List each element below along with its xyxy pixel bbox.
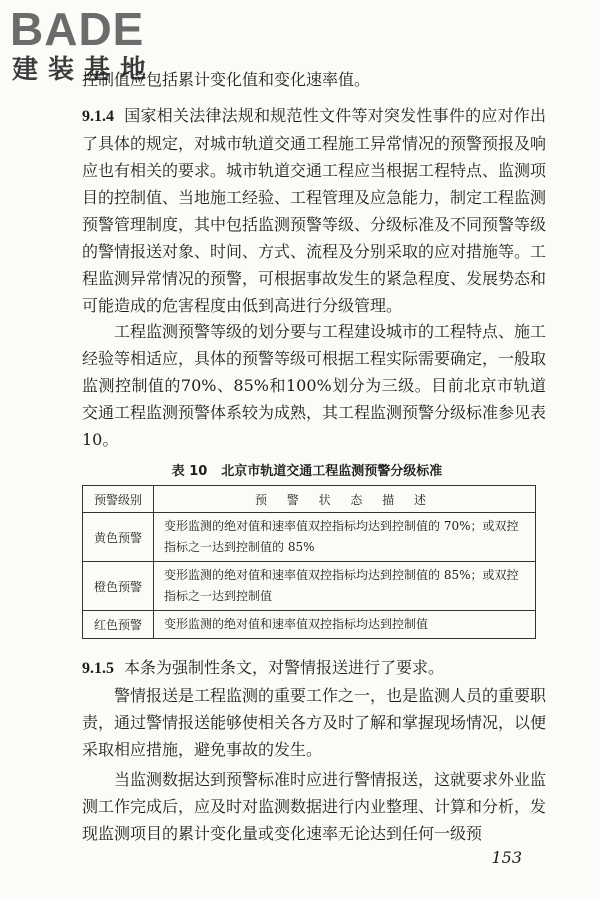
desc-orange: 变形监测的绝对值和速率值双控指标均达到控制值的 85%；或双控指标之一达到控制值: [154, 562, 536, 611]
page-number: 153: [491, 848, 522, 867]
logo-brand: BADE: [10, 3, 145, 55]
section-9-1-5-text-1: 本条为强制性条文，对警情报送进行了要求。: [124, 658, 445, 677]
section-9-1-5-paragraph-3: 当监测数据达到预警标准时应进行警情报送，这就要求外业监测工作完成后，应及时对监测数据进行内业整理、计算和分析，发现监测项目的累计变化量或变化速率无论达到任何一级预: [82, 770, 547, 843]
table-header-row: [83, 486, 536, 513]
table-label: 表 10: [171, 464, 208, 479]
section-number-9-1-5: 9.1.5: [82, 660, 114, 677]
table-caption: [82, 460, 546, 479]
table-row: [83, 513, 536, 562]
header-level: 预警级别: [83, 486, 154, 513]
warning-level-table: [82, 485, 536, 639]
section-9-1-4-paragraph-1: [82, 102, 546, 319]
level-red: 红色预警: [83, 611, 154, 639]
section-9-1-4-paragraph-2: 工程监测预警等级的划分要与工程建设城市的工程特点、施工经验等相适应，具体的预警等级可根据工程实际需要确定，一般取监测控制值的70%、85%和100%划分为三级。目前北京市轨道交通工程监测预警体系较为成熟，其工程监测预警分级标准参见表10。: [82, 322, 547, 449]
table-row: [83, 562, 536, 611]
desc-yellow: 变形监测的绝对值和速率值双控指标均达到控制值的 70%；或双控指标之一达到控制值的 85%: [154, 513, 536, 562]
section-9-1-5-paragraph-1: [82, 654, 546, 682]
section-number-9-1-4: 9.1.4: [82, 108, 114, 125]
level-orange: 橙色预警: [83, 562, 154, 611]
section-9-1-5-paragraph-2: 警情报送是工程监测的重要工作之一，也是监测人员的重要职责，通过警情报送能够使相关各方及时了解和掌握现场情况，以便采取相应措施，避免事故的发生。: [82, 686, 547, 759]
level-yellow: 黄色预警: [83, 513, 154, 562]
continued-text: 控制值应包括累计变化值和变化速率值。: [82, 70, 371, 89]
section-9-1-4-text-1: 国家相关法律法规和规范性文件等对突发性事件的应对作出了具体的规定，对城市轨道交通工程施工异常情况的预警预报及响应也有相关的要求。城市轨道交通工程应当根据工程特点、监测项目的控制值、当地施工经验、工程管理及应急能力，制定工程监测预警管理制度，其中包括监测预警等级、分级标准及不同预警等级的警情报送对象、时间、方式、流程及分别采取的应对措施等。工程监测异常情况的预警，可根据事故发生的紧急程度、发展势态和可能造成的危害程度由低到高进行分级管理。: [82, 106, 547, 315]
header-description: 预 警 状 态 描 述: [154, 486, 536, 513]
desc-red: 变形监测的绝对值和速率值双控指标均达到控制值: [154, 611, 536, 639]
logo-subtitle: 建装基地: [12, 55, 157, 85]
table-title: 北京市轨道交通工程监测预警分级标准: [221, 464, 443, 479]
table-row: [83, 611, 536, 639]
